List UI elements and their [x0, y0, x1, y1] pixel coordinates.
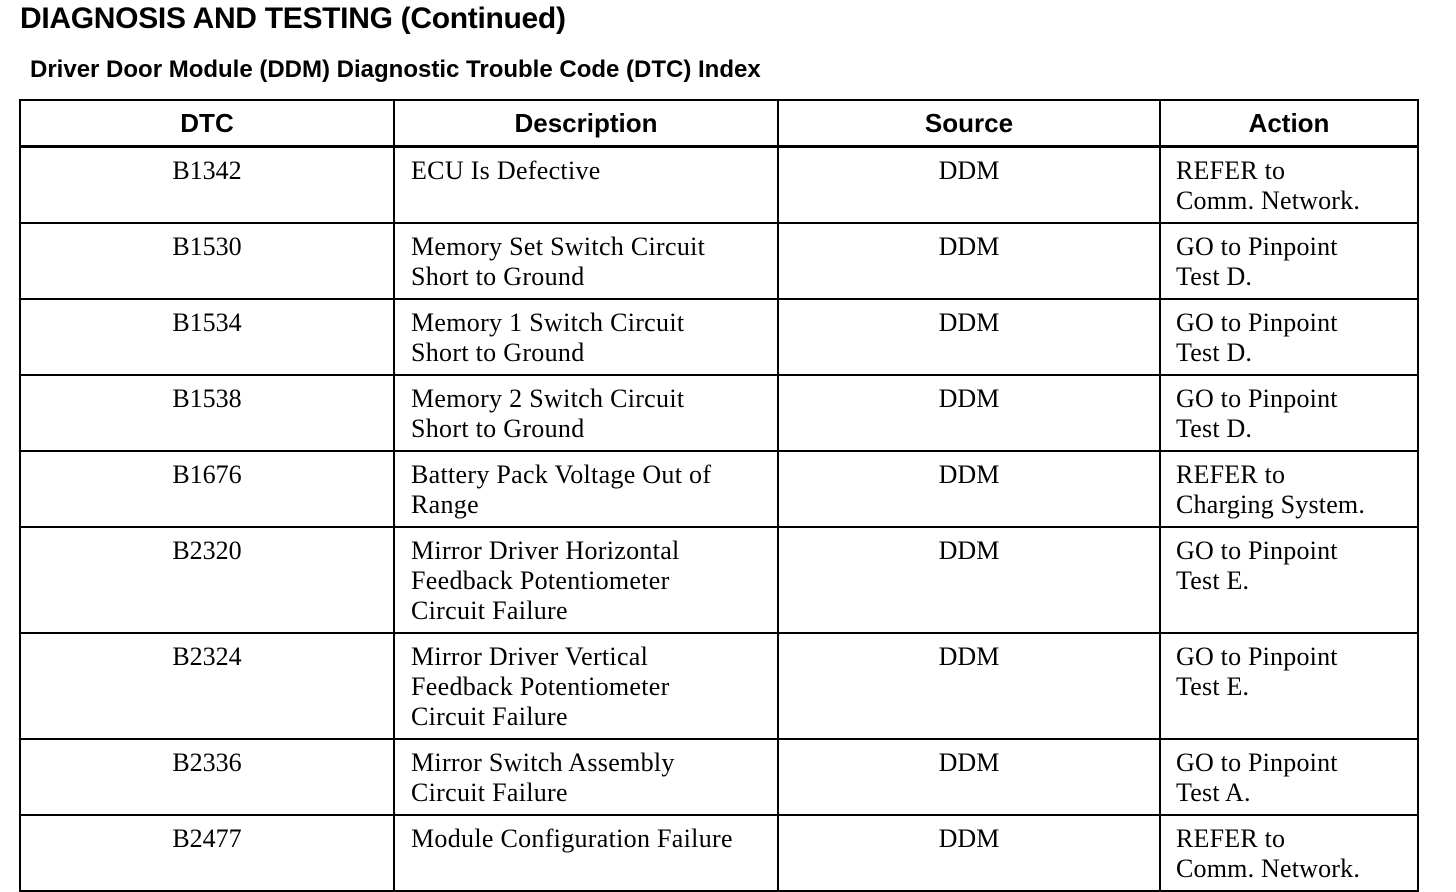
action-line: GO to Pinpoint: [1176, 642, 1338, 671]
table-row: [20, 633, 1418, 739]
action-line: Comm. Network.: [1176, 854, 1361, 883]
description-line: Memory 1 Switch Circuit: [411, 308, 685, 337]
table-header-row: [20, 100, 1418, 147]
action-cell: [1160, 223, 1418, 299]
description-cell: [394, 375, 778, 451]
table-row: [20, 299, 1418, 375]
dtc-cell: B1676: [20, 451, 394, 527]
description-line: Module Configuration Failure: [411, 824, 733, 853]
description-line: ECU Is Defective: [411, 156, 601, 185]
action-cell: [1160, 299, 1418, 375]
description-cell: [394, 299, 778, 375]
description-line: Circuit Failure: [411, 702, 568, 731]
source-cell: DDM: [778, 633, 1160, 739]
dtc-cell: B1530: [20, 223, 394, 299]
description-cell: [394, 739, 778, 815]
action-line: Comm. Network.: [1176, 186, 1361, 215]
dtc-cell: B1534: [20, 299, 394, 375]
source-cell: DDM: [778, 375, 1160, 451]
action-line: Test A.: [1176, 778, 1251, 807]
description-cell: [394, 147, 778, 224]
dtc-cell: B2324: [20, 633, 394, 739]
header-source: Source: [778, 100, 1160, 147]
description-line: Memory Set Switch Circuit: [411, 232, 706, 261]
description-line: Feedback Potentiometer: [411, 566, 670, 595]
action-line: REFER to: [1176, 156, 1286, 185]
page-title: DIAGNOSIS AND TESTING (Continued): [20, 2, 566, 35]
action-line: Test D.: [1176, 338, 1253, 367]
action-cell: [1160, 375, 1418, 451]
description-line: Short to Ground: [411, 414, 585, 443]
action-line: GO to Pinpoint: [1176, 384, 1338, 413]
table-row: [20, 739, 1418, 815]
table-row: [20, 223, 1418, 299]
description-cell: [394, 633, 778, 739]
source-cell: DDM: [778, 299, 1160, 375]
action-cell: [1160, 451, 1418, 527]
header-dtc: DTC: [20, 100, 394, 147]
source-cell: DDM: [778, 223, 1160, 299]
source-cell: DDM: [778, 739, 1160, 815]
description-cell: [394, 451, 778, 527]
description-line: Battery Pack Voltage Out of: [411, 460, 712, 489]
action-cell: [1160, 633, 1418, 739]
description-line: Mirror Switch Assembly: [411, 748, 675, 777]
description-line: Feedback Potentiometer: [411, 672, 670, 701]
action-line: Test D.: [1176, 414, 1253, 443]
action-line: Test E.: [1176, 566, 1250, 595]
table-row: [20, 815, 1418, 891]
action-cell: [1160, 815, 1418, 891]
action-cell: [1160, 147, 1418, 224]
table-row: [20, 375, 1418, 451]
action-cell: [1160, 739, 1418, 815]
source-cell: DDM: [778, 815, 1160, 891]
source-cell: DDM: [778, 451, 1160, 527]
description-line: Range: [411, 490, 479, 519]
action-line: GO to Pinpoint: [1176, 232, 1338, 261]
table-row: [20, 527, 1418, 633]
description-line: Short to Ground: [411, 262, 585, 291]
action-line: Test E.: [1176, 672, 1250, 701]
description-line: Circuit Failure: [411, 596, 568, 625]
description-cell: [394, 815, 778, 891]
action-cell: [1160, 527, 1418, 633]
description-line: Mirror Driver Vertical: [411, 642, 649, 671]
description-line: Circuit Failure: [411, 778, 568, 807]
table-row: [20, 451, 1418, 527]
source-cell: DDM: [778, 147, 1160, 224]
description-line: Mirror Driver Horizontal: [411, 536, 680, 565]
dtc-cell: B2477: [20, 815, 394, 891]
dtc-index-table: [19, 99, 1419, 892]
description-line: Memory 2 Switch Circuit: [411, 384, 685, 413]
header-description: Description: [394, 100, 778, 147]
dtc-cell: B2320: [20, 527, 394, 633]
table-row: [20, 147, 1418, 224]
action-line: GO to Pinpoint: [1176, 308, 1338, 337]
action-line: REFER to: [1176, 460, 1286, 489]
action-line: Test D.: [1176, 262, 1253, 291]
dtc-cell: B2336: [20, 739, 394, 815]
dtc-cell: B1538: [20, 375, 394, 451]
action-line: Charging System.: [1176, 490, 1366, 519]
section-title: Driver Door Module (DDM) Diagnostic Trouble Code (DTC) Index: [30, 56, 761, 83]
source-cell: DDM: [778, 527, 1160, 633]
description-line: Short to Ground: [411, 338, 585, 367]
header-action: Action: [1160, 100, 1418, 147]
description-cell: [394, 223, 778, 299]
action-line: GO to Pinpoint: [1176, 536, 1338, 565]
dtc-cell: B1342: [20, 147, 394, 224]
action-line: REFER to: [1176, 824, 1286, 853]
description-cell: [394, 527, 778, 633]
action-line: GO to Pinpoint: [1176, 748, 1338, 777]
